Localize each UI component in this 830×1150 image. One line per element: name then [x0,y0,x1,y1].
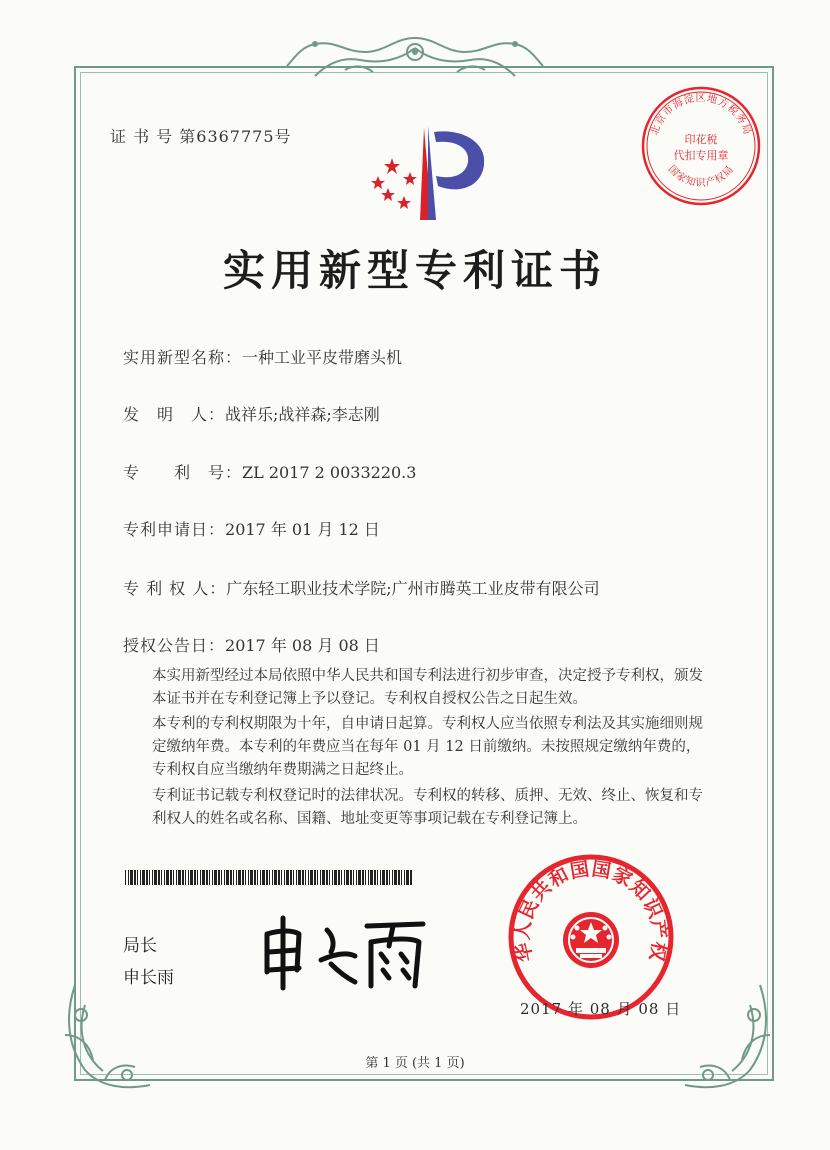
barcode-bar [392,870,393,885]
barcode-bar [214,870,217,885]
barcode-icon [125,870,415,885]
patent-office-emblem-icon [362,120,492,225]
barcode-bar [341,870,342,885]
barcode-bar [182,870,184,885]
barcode-bar [224,870,225,885]
barcode-bar [206,870,208,885]
page-number: 第 1 页 (共 1 页) [365,1056,465,1071]
tax-stamp-bottom-text: 国家知识产权局 [665,163,737,190]
body-paragraph-3: 专利证书记载专利权登记时的法律状况。专利权的转移、质押、无效、终止、恢复和专利权人的姓名或名称、国籍、地址变更等事项记载在专利登记簿上。 [152,788,703,827]
barcode-bar [389,870,390,885]
barcode-bar [290,870,292,885]
barcode-bar [314,870,316,885]
barcode-bar [236,870,237,885]
barcode-bar [254,870,256,885]
barcode-bar [338,870,340,885]
barcode-bar [197,870,198,885]
state-seal-icon [506,852,676,1022]
barcode-bar [173,870,174,885]
barcode-bar [332,870,333,885]
barcode-bar [152,870,153,885]
barcode-bar [350,870,352,885]
barcode-bar [230,870,232,885]
barcode-bar [358,870,361,885]
field-grant-date [123,633,380,656]
certificate-number: 证 书 号 第6367775号 [110,127,292,146]
barcode-bar [308,870,309,885]
barcode-bar [329,870,330,885]
barcode-bar [284,870,285,885]
barcode-bar [185,870,186,885]
field-value: 战祥乐;战祥森;李志刚 [225,405,380,424]
barcode-bar [154,870,157,885]
field-application-date [123,517,380,540]
barcode-bar [125,870,126,885]
svg-text:国家知识产权局 [666,163,737,189]
barcode-bar [245,870,246,885]
barcode-bar [142,870,145,885]
field-label: 专 利 号： [123,463,243,482]
barcode-bar [281,870,282,885]
state-ip-office-seal [506,852,676,1022]
barcode-bar [398,870,400,885]
barcode-bar [137,870,138,885]
bottom-left-ornament [55,975,175,1095]
barcode-bar [149,870,150,885]
barcode-bar [272,870,273,885]
barcode-bar [266,870,268,885]
barcode-bar [305,870,306,885]
barcode-bar [322,870,325,885]
barcode-bar [164,870,165,885]
barcode-bar [346,870,349,885]
barcode-bar [317,870,318,885]
barcode-bar [386,870,388,885]
seal-date: 2017 年 08 月 08 日 [520,1000,682,1018]
barcode-bar [128,870,129,885]
tax-stamp [638,83,764,209]
field-patentee [123,576,600,599]
barcode-bar [178,870,181,885]
barcode-bar [293,870,294,885]
barcode-bar [226,870,229,885]
barcode-bar [310,870,313,885]
field-inventors [123,402,380,425]
barcode-bar [221,870,222,885]
barcode-bar [356,870,357,885]
barcode-bar [140,870,141,885]
barcode-bar [401,870,402,885]
field-label: 发 明 人： [123,405,226,424]
barcode-bar [296,870,297,885]
barcode-bar [188,870,189,885]
body-paragraph-2: 本专利的专利权期限为十年，自申请日起算。专利权人应当依照专利法及其实施细则规定缴纳年费。本专利的年费应当在每年 01 月 12 日前缴纳。未按照规定缴纳年费的，专利权自应当缴纳年费期满之日起终止。 [152,716,703,778]
barcode-bar [130,870,133,885]
field-label: 专利申请日： [123,520,226,539]
tax-stamp-center-line-2: 代扣专用章 [673,149,729,162]
barcode-bar [410,870,412,885]
barcode-bar [218,870,220,885]
page-title: 实用新型专利证书 [222,246,607,295]
barcode-bar [374,870,376,885]
barcode-bar [238,870,241,885]
bottom-right-ornament [660,975,780,1095]
field-patent-number [123,460,416,483]
barcode-bar [278,870,280,885]
barcode-bar [170,870,172,885]
barcode-bar [176,870,177,885]
barcode-bar [242,870,244,885]
barcode-bar [202,870,205,885]
field-label: 实用新型名称： [123,348,243,367]
barcode-bar [302,870,304,885]
field-value: 2017 年 01 月 12 日 [225,520,380,539]
barcode-bar [394,870,397,885]
tax-stamp-ring-text: 北京市海淀区地方税务局 [649,93,753,137]
barcode-bar [190,870,193,885]
national-emblem-icon [563,912,619,968]
barcode-bar [344,870,345,885]
state-seal-ring-text: 华人民共和国国家知识产权 [511,858,671,964]
barcode-bar [286,870,289,885]
tax-stamp-seal-icon [638,83,764,209]
top-ornament [285,30,545,90]
field-value: 广东轻工职业技术学院;广州市腾英工业皮带有限公司 [226,579,600,598]
barcode-bar [233,870,234,885]
barcode-bar [404,870,405,885]
barcode-bar [260,870,261,885]
barcode-bar [382,870,385,885]
barcode-bar [334,870,337,885]
barcode-bar [362,870,364,885]
barcode-bar [166,870,169,885]
barcode-bar [212,870,213,885]
field-label: 授权公告日： [123,636,226,655]
barcode-bar [370,870,373,885]
barcode-bar [380,870,381,885]
signer-title: 局长 [123,936,157,956]
barcode-bar [161,870,162,885]
signer-name: 申长雨 [123,968,174,988]
barcode-bar [200,870,201,885]
barcode-bar [320,870,321,885]
barcode-bar [194,870,196,885]
barcode-bar [326,870,328,885]
barcode-bar [274,870,277,885]
svg-text:北京市海淀区地方税务局 [648,91,753,137]
field-label: 专 利 权 人： [123,579,227,598]
barcode-bar [298,870,301,885]
field-utility-model-name [123,345,402,368]
barcode-bar [406,870,409,885]
barcode-bar [209,870,210,885]
barcode-bar [353,870,354,885]
barcode-bar [134,870,136,885]
barcode-bar [146,870,148,885]
handwritten-signature [255,912,430,992]
barcode-bar [158,870,160,885]
field-value: 一种工业平皮带磨头机 [242,348,403,367]
body-paragraph-1: 本实用新型经过本局依照中华人民共和国专利法进行初步审查，决定授予专利权，颁发本证书并在专利登记簿上予以登记。专利权自授权公告之日起生效。 [152,668,703,707]
barcode-bar [269,870,270,885]
barcode-bar [262,870,265,885]
barcode-bar [368,870,369,885]
field-value: ZL 2017 2 0033220.3 [242,463,417,482]
field-value: 2017 年 08 月 08 日 [225,636,380,655]
barcode-bar [248,870,249,885]
tax-stamp-center-line-1: 印花税 [684,133,718,146]
barcode-bar [250,870,253,885]
barcode-bar [365,870,366,885]
barcode-bar [257,870,258,885]
barcode-bar [377,870,378,885]
